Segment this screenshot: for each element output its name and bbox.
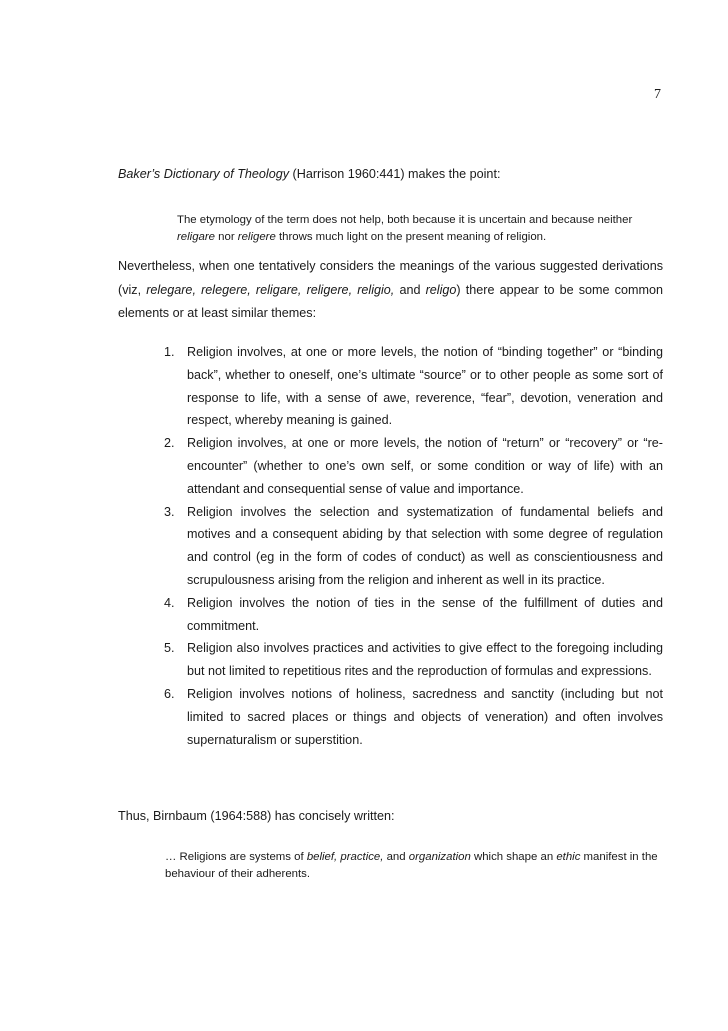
- themes-list: [164, 341, 663, 751]
- intro-line: [118, 164, 663, 184]
- list-item-text: Religion also involves practices and activities to give effect to the foregoing including but not limited to repetitious rites and the reproduction of formulas and expressions.: [187, 641, 663, 679]
- quote2-term-organization: organization: [408, 851, 471, 863]
- para-terms: relegare, relegere, religare, religere, religio,: [146, 282, 395, 297]
- quote2-text-d: manifest in the behaviour of their adherents.: [165, 851, 658, 880]
- list-item-number: 6.: [164, 686, 175, 701]
- list-item-number: 3.: [164, 504, 175, 519]
- para-term-religo: religo: [425, 282, 457, 297]
- list-item-text: Religion involves notions of holiness, sacredness and sanctity (including but not limited to sacred places or things and objects of veneration) and often involves supernaturalism or superstition.: [187, 686, 663, 747]
- intro-text: (Harrison 1960:441) makes the point:: [289, 167, 501, 181]
- para-text-b: and: [394, 282, 426, 297]
- quote2-term-belief-practice: belief, practice,: [306, 851, 384, 863]
- thus-line: Thus, Birnbaum (1964:588) has concisely written:: [118, 809, 395, 823]
- para-text-c: ) there appear to be some common elements or at least similar themes:: [118, 282, 663, 320]
- quote1-text-a: The etymology of the term does not help, both because it is uncertain and because neither: [177, 214, 633, 226]
- list-item-text: Religion involves the selection and systematization of fundamental beliefs and motives and a consequent abiding by that selection with some degree of regulation and control (eg in the form of codes of conduct) as well as conscientiousness and scrupulousness arising from the religion and inherent as well in its practice.: [187, 504, 663, 587]
- quote1-term-religare: religare: [177, 231, 215, 243]
- list-item-text: Religion involves the notion of ties in the sense of the fulfillment of duties and commitment.: [187, 595, 663, 633]
- list-item-number: 4.: [164, 595, 175, 610]
- quote2-text-a: … Religions are systems of: [165, 851, 307, 863]
- list-item: [164, 501, 663, 592]
- block-quote-etymology: [177, 212, 663, 246]
- page-number: 7: [654, 87, 661, 102]
- list-item: [164, 683, 663, 751]
- quote2-text-c: which shape an: [470, 851, 557, 863]
- list-item: [164, 592, 663, 638]
- list-item: [164, 341, 663, 432]
- list-item-number: 1.: [164, 345, 175, 359]
- quote1-term-religere: religere: [237, 231, 276, 243]
- list-item: [164, 432, 663, 500]
- quote1-text-b: nor: [215, 231, 238, 243]
- intro-book-title: Baker’s Dictionary of Theology: [118, 167, 290, 181]
- quote1-text-c: throws much light on the present meaning of religion.: [275, 231, 547, 243]
- list-item-text: Religion involves, at one or more levels, the notion of “binding together” or “binding back”, whether to oneself, one’s ultimate “source” or to other people as some sort of response to life, with a sense of awe, reverence, “fear”, devotion, veneration and respect, whereby meaning is gained.: [187, 345, 663, 428]
- quote2-text-b: and: [383, 851, 409, 863]
- list-item-number: 2.: [164, 436, 175, 451]
- list-item: [164, 637, 663, 683]
- quote2-term-ethic: ethic: [556, 851, 581, 863]
- list-item-text: Religion involves, at one or more levels, the notion of “return” or “recovery” or “re-encounter” (whether to one’s own self, or some condition or way of life) with an attendant and consequential sense of value and importance.: [187, 436, 663, 496]
- block-quote-birnbaum: [165, 849, 663, 882]
- list-item-number: 5.: [164, 641, 175, 656]
- nevertheless-paragraph: [118, 255, 663, 326]
- para-text-a: Nevertheless, when one tentatively considers the meanings of the various suggested derivations (viz,: [118, 259, 663, 297]
